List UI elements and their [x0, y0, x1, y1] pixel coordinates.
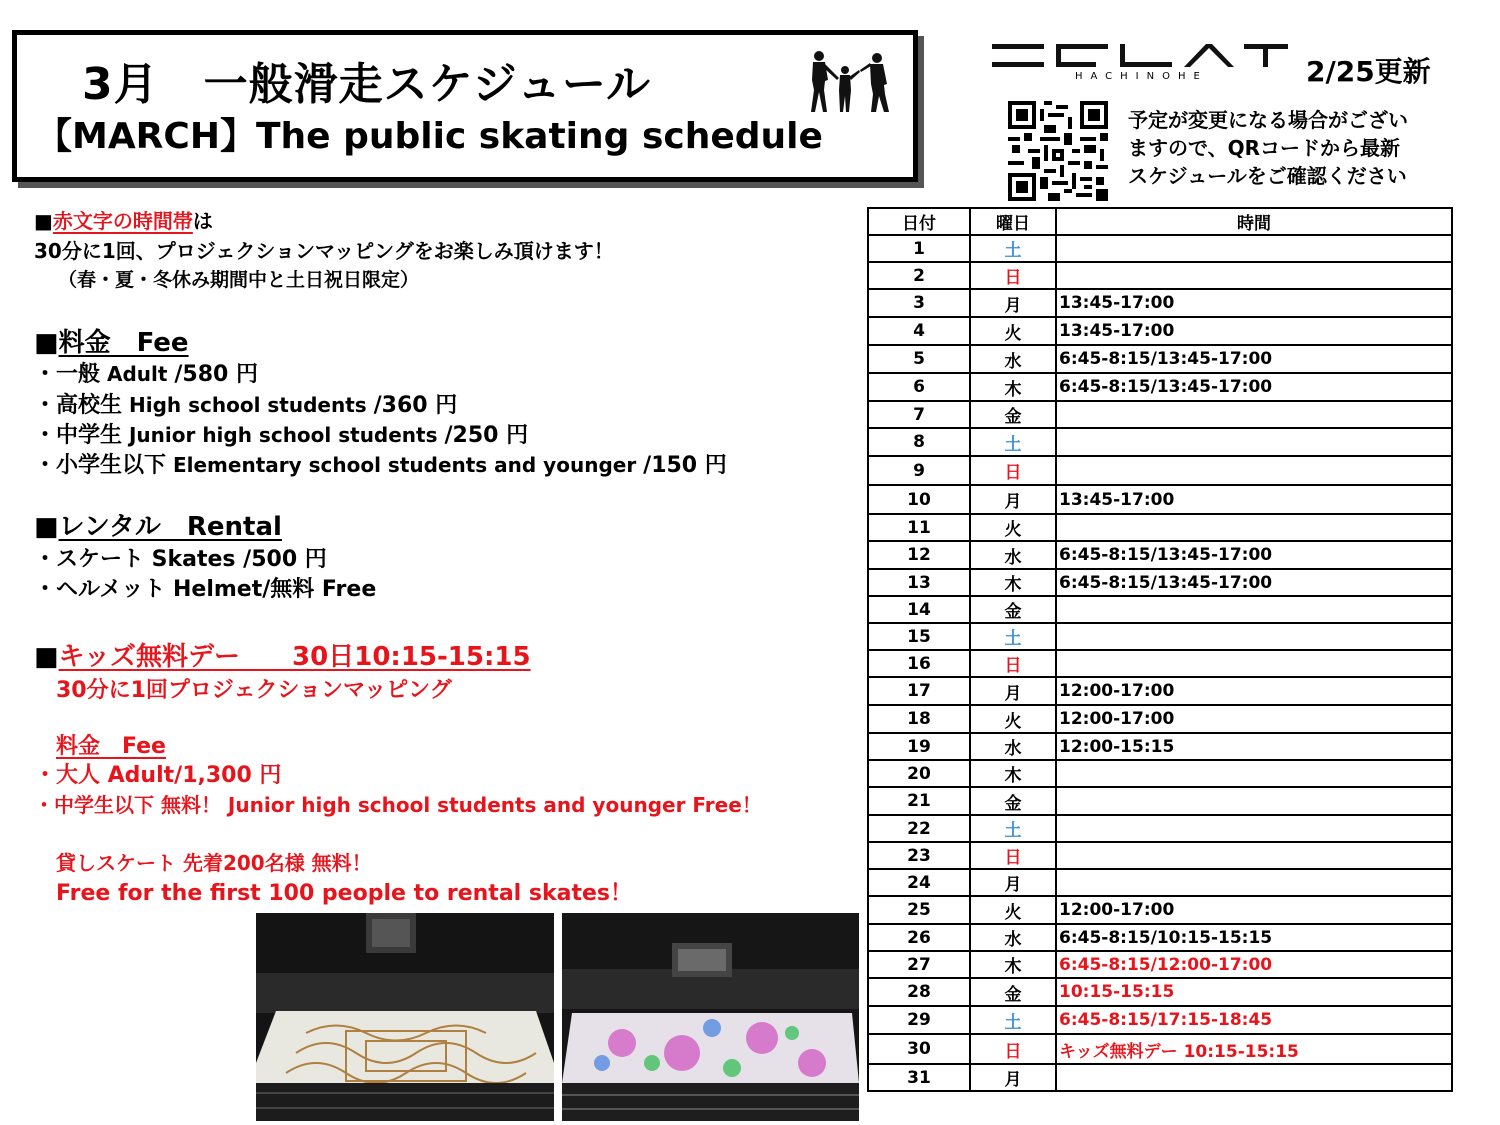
fee-price: /580 円: [174, 362, 259, 387]
rental-item: ・ヘルメット Helmet/無料 Free: [34, 577, 377, 602]
table-row: [868, 541, 1452, 569]
weekday-cell: 水: [970, 541, 1056, 569]
table-row: [868, 869, 1452, 896]
weekday-cell: 水: [970, 924, 1056, 951]
header-time: 時間: [1056, 208, 1452, 235]
table-row: [868, 623, 1452, 650]
table-row: [868, 373, 1452, 401]
date-cell: 7: [868, 401, 970, 428]
weekday-cell: 土: [970, 1006, 1056, 1034]
mapping-period-note: （春・夏・冬休み期間中と土日祝日限定）: [58, 269, 420, 291]
date-cell: 29: [868, 1006, 970, 1034]
weekday-cell: 木: [970, 951, 1056, 978]
date-cell: 14: [868, 596, 970, 623]
weekday-cell: 土: [970, 235, 1056, 262]
weekday-cell: 土: [970, 815, 1056, 842]
time-cell: [1056, 842, 1452, 869]
kids-rental-en: Free for the first 100 people to rental skates！: [56, 881, 632, 906]
page-subtitle: 【MARCH】The public skating schedule: [36, 116, 823, 157]
date-cell: 31: [868, 1064, 970, 1091]
qr-code-icon[interactable]: [1008, 101, 1108, 201]
time-cell: 6:45-8:15/13:45-17:00: [1056, 373, 1452, 401]
weekday-cell: 火: [970, 317, 1056, 345]
date-cell: 17: [868, 677, 970, 705]
weekday-cell: 日: [970, 842, 1056, 869]
rental-item: ・スケート Skates /500 円: [34, 547, 327, 572]
table-row: [868, 733, 1452, 760]
weekday-cell: 日: [970, 456, 1056, 485]
time-cell: [1056, 456, 1452, 485]
weekday-cell: 火: [970, 514, 1056, 541]
mapping-heading-suffix: は: [192, 209, 213, 233]
weekday-cell: 日: [970, 1034, 1056, 1064]
fee-price: /150 円: [643, 453, 727, 478]
table-row: [868, 235, 1452, 262]
date-cell: 13: [868, 569, 970, 596]
time-cell: 13:45-17:00: [1056, 289, 1452, 317]
weekday-cell: 月: [970, 289, 1056, 317]
table-row: [868, 650, 1452, 677]
weekday-cell: 木: [970, 373, 1056, 401]
time-cell: [1056, 401, 1452, 428]
time-cell: 10:15-15:15: [1056, 978, 1452, 1006]
weekday-cell: 月: [970, 1064, 1056, 1091]
fee-en: Adult: [100, 362, 175, 386]
fee-item: [34, 388, 457, 419]
kids-day-heading: [34, 636, 531, 673]
notice-line: 予定が変更になる場合がござい: [1128, 108, 1408, 132]
table-row: [868, 456, 1452, 485]
time-cell: 12:00-15:15: [1056, 733, 1452, 760]
fee-item: [34, 418, 528, 449]
time-cell: [1056, 596, 1452, 623]
weekday-cell: 木: [970, 760, 1056, 787]
family-skating-icon: [805, 50, 895, 116]
kids-mapping-note: 30分に1回プロジェクションマッピング: [56, 678, 452, 703]
date-cell: 28: [868, 978, 970, 1006]
bullet: ■: [34, 328, 59, 358]
schedule-table: [867, 207, 1453, 1092]
table-row: [868, 842, 1452, 869]
table-row: [868, 705, 1452, 733]
fee-en: Elementary school students and younger: [166, 453, 644, 477]
time-cell: [1056, 262, 1452, 289]
table-row: [868, 787, 1452, 815]
date-cell: 19: [868, 733, 970, 760]
table-row: [868, 951, 1452, 978]
weekday-cell: 月: [970, 485, 1056, 514]
date-cell: 16: [868, 650, 970, 677]
time-cell: [1056, 760, 1452, 787]
time-cell: 6:45-8:15/13:45-17:00: [1056, 541, 1452, 569]
fee-item: [34, 357, 258, 388]
date-cell: 10: [868, 485, 970, 514]
time-cell: [1056, 869, 1452, 896]
bullet: ■: [34, 209, 53, 233]
table-row: [868, 1006, 1452, 1034]
rental-heading: [34, 506, 282, 543]
notice-line: スケジュールをご確認ください: [1128, 164, 1407, 188]
notice-line: ますので、QRコードから最新: [1128, 136, 1401, 160]
updated-date: 2/25更新: [1306, 55, 1431, 88]
table-row: [868, 978, 1452, 1006]
fee-item: [34, 448, 727, 479]
time-cell: 6:45-8:15/13:45-17:00: [1056, 569, 1452, 596]
table-row: [868, 485, 1452, 514]
date-cell: 9: [868, 456, 970, 485]
time-cell: [1056, 623, 1452, 650]
rink-photo-maze: [256, 913, 554, 1121]
fee-en: High school students: [122, 393, 374, 417]
fee-en: Junior high school students: [122, 423, 445, 447]
weekday-cell: 日: [970, 650, 1056, 677]
date-cell: 26: [868, 924, 970, 951]
table-row: [868, 345, 1452, 373]
mapping-description: 30分に1回、プロジェクションマッピングをお楽しみ頂けます！: [34, 239, 614, 263]
weekday-cell: 水: [970, 345, 1056, 373]
time-cell: 13:45-17:00: [1056, 485, 1452, 514]
logo-subtitle: HACHINOHE: [1075, 71, 1208, 82]
table-header-row: [868, 208, 1452, 235]
time-cell: [1056, 428, 1452, 456]
weekday-cell: 木: [970, 569, 1056, 596]
kids-fee-heading: 料金 Fee: [56, 734, 166, 759]
date-cell: 21: [868, 787, 970, 815]
weekday-cell: 金: [970, 978, 1056, 1006]
date-cell: 27: [868, 951, 970, 978]
time-cell: [1056, 787, 1452, 815]
header-day: 日付: [868, 208, 970, 235]
date-cell: 8: [868, 428, 970, 456]
weekday-cell: 金: [970, 787, 1056, 815]
date-cell: 3: [868, 289, 970, 317]
weekday-cell: 火: [970, 896, 1056, 924]
date-cell: 12: [868, 541, 970, 569]
table-row: [868, 1034, 1452, 1064]
fee-jp: ・高校生: [34, 393, 123, 418]
bullet: ■: [34, 642, 59, 672]
kids-day-label: キッズ無料デー 30日10:15-15:15: [58, 642, 531, 672]
time-cell: キッズ無料デー 10:15-15:15: [1056, 1034, 1452, 1064]
table-row: [868, 289, 1452, 317]
time-cell: 12:00-17:00: [1056, 677, 1452, 705]
date-cell: 23: [868, 842, 970, 869]
fee-heading-label: 料金 Fee: [58, 328, 189, 358]
table-row: [868, 924, 1452, 951]
date-cell: 25: [868, 896, 970, 924]
kids-fee-junior: ・中学生以下 無料！ Junior high school students and younger Free！: [34, 793, 762, 817]
schedule-body: [868, 235, 1452, 1091]
weekday-cell: 金: [970, 596, 1056, 623]
fee-jp: ・中学生: [34, 423, 123, 448]
time-cell: [1056, 235, 1452, 262]
date-cell: 5: [868, 345, 970, 373]
weekday-cell: 金: [970, 401, 1056, 428]
weekday-cell: 土: [970, 623, 1056, 650]
date-cell: 15: [868, 623, 970, 650]
time-cell: [1056, 514, 1452, 541]
weekday-cell: 月: [970, 869, 1056, 896]
time-cell: 12:00-17:00: [1056, 705, 1452, 733]
date-cell: 18: [868, 705, 970, 733]
table-row: [868, 815, 1452, 842]
table-row: [868, 262, 1452, 289]
red-time-label: 赤文字の時間帯: [52, 209, 193, 233]
time-cell: [1056, 650, 1452, 677]
date-cell: 22: [868, 815, 970, 842]
page-title: 3月 一般滑走スケジュール: [82, 59, 651, 110]
fee-jp: ・一般: [34, 362, 101, 387]
fee-jp: ・小学生以下: [34, 453, 167, 478]
weekday-cell: 水: [970, 733, 1056, 760]
table-row: [868, 569, 1452, 596]
header-weekday: 曜日: [970, 208, 1056, 235]
time-cell: 6:45-8:15/10:15-15:15: [1056, 924, 1452, 951]
time-cell: 6:45-8:15/13:45-17:00: [1056, 345, 1452, 373]
date-cell: 1: [868, 235, 970, 262]
table-row: [868, 677, 1452, 705]
fee-price: /250 円: [444, 423, 529, 448]
table-row: [868, 1064, 1452, 1091]
mapping-heading: [34, 205, 213, 234]
weekday-cell: 火: [970, 705, 1056, 733]
date-cell: 20: [868, 760, 970, 787]
table-row: [868, 317, 1452, 345]
bullet: ■: [34, 512, 59, 542]
kids-fee-adult: ・大人 Adult/1,300 円: [34, 763, 282, 788]
date-cell: 4: [868, 317, 970, 345]
time-cell: [1056, 1064, 1452, 1091]
kids-rental-jp: 貸しスケート 先着200名様 無料！: [56, 851, 372, 875]
weekday-cell: 土: [970, 428, 1056, 456]
table-row: [868, 596, 1452, 623]
fee-heading: [34, 322, 189, 359]
table-row: [868, 896, 1452, 924]
update-notice: [1128, 106, 1458, 190]
date-cell: 24: [868, 869, 970, 896]
time-cell: 13:45-17:00: [1056, 317, 1452, 345]
date-cell: 30: [868, 1034, 970, 1064]
date-cell: 11: [868, 514, 970, 541]
table-row: [868, 428, 1452, 456]
time-cell: 6:45-8:15/12:00-17:00: [1056, 951, 1452, 978]
fee-price: /360 円: [373, 393, 458, 418]
weekday-cell: 月: [970, 677, 1056, 705]
time-cell: 12:00-17:00: [1056, 896, 1452, 924]
rink-photo-projection: [562, 913, 859, 1121]
time-cell: 6:45-8:15/17:15-18:45: [1056, 1006, 1452, 1034]
table-row: [868, 514, 1452, 541]
weekday-cell: 日: [970, 262, 1056, 289]
date-cell: 6: [868, 373, 970, 401]
table-row: [868, 760, 1452, 787]
table-row: [868, 401, 1452, 428]
time-cell: [1056, 815, 1452, 842]
date-cell: 2: [868, 262, 970, 289]
rental-heading-label: レンタル Rental: [58, 512, 282, 542]
